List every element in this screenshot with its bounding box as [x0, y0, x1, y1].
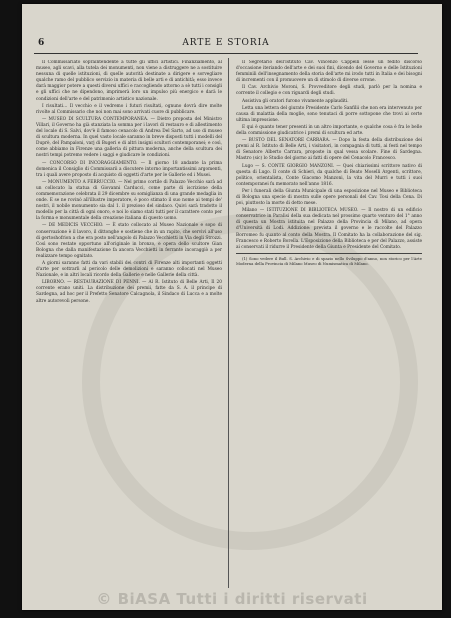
header-rule	[34, 53, 418, 54]
paragraph: — CONCORSO DI INCORAGGIAMENTO. — Il giorno 18 andante la prima domenica il Consiglio di Commissarii a discutere intorno importantissimi argomenti, tra i quali avere proposto di acquisto di oggetti d'arte per le Gallerie ed i Musei.	[36, 160, 222, 178]
paragraph: — DE MEDICIS VECCHIO. — È stato collocato al Museo Nazionale e sopo di conservazione è il lavoro, il dittonghe e sostiene che in un rapito, che servivi all'uso di gertoshofrion a che era posto nell'angolo di Palazzo Vecchietti in Via degli Strozzi. Così sono restate opportuno all'originale in bronzo, e opera dello scultore Gian Bologna che dalla manifestazione fa ancora Vecchietti in ferrante incoraggiò a per realizzare tempo ognitato.	[36, 223, 222, 259]
paragraph: Per i funerali della Giunta Municipale di una esposizione nel Museo e Biblioteca di Bologna una specie di mostra sulle opere personali del Cav. Tosi della Cena. Di poi, piuttosto la morte di detto mese.	[236, 188, 422, 207]
paragraph: A giorni saranno fatti da vari stabili dei contri di Firenze alti importanti oggetti d'arte per sottrarli al pericolo delle demolizioni e saranno collocati nel Museo Nazionale, e in altri locali ricordo della Gallerie e nelle Gallerie della città.	[36, 261, 222, 279]
paragraph: Milano — ISTITUZIONE DI BIBLIOTECA MUSEO. — Il nostro di un edificio conservatrice in Paralisi della sua dedicata nel prossimo quarto venturo del 1° anno di questa un Mostra istituita nel Palazzo della Provincia di Milano, ad opera d'Università di Lodi. Addizione: prevista il governo e le raccolte del Palazzo Borromeo fu quanto al conto della Mostra. Il Comitato ha la collaborazione del sig. Francesco e Roberto Borella. L'Esposizione della Biblioteca e per del Palazzo, assiste ai conservati il ridurre il Presidente della Giunta e Presidente del Comitato.	[236, 208, 422, 250]
page-number: 6	[38, 38, 45, 48]
paragraph: Letta una lettera del giurato Presidente Carlo Sanfilii che non era intervenuto per causa di malattia della moglie, sono tenutaci di porre sottopone che trovi ai certe ultima impressione.	[236, 105, 422, 123]
page-header	[34, 36, 418, 50]
paragraph: E qui è quanto tener presenti in un altro importante, e qualche cosa è fra le belle della commissione giudicatrice i premi di scultura ed arte.	[236, 124, 422, 137]
column-divider	[228, 58, 229, 588]
left-column	[36, 60, 222, 590]
watermark-bottom: © BiASA Tutti i diritti riservati	[96, 590, 368, 608]
paragraph: — MONUMENTO A FERRUCCIO. — Nel primo cortile di Palazzo Vecchio sarà ad un collocato la statua di Giovanni Carducci, come parte di iscrizione della commemorazione celebrata il 29 dicembre su somiglianza di una grande medaglia in onde. E se ne rovinò all'illustre imperatore, è poco stimato il suo nome ai tempi de' nostri, il nobile monumento sia dal 1. il prezioso del sindaco. Quivi sarà tradotto il modello per la città di ogni onoro, e noi lo siamo stati tutti per il carattere conto per la forma e monumentale della creazione italiana di questo uomo.	[36, 179, 222, 222]
running-title: ARTE E STORIA	[182, 38, 270, 48]
paragraph: — MUSEO DI SCULTURA CONTEMPORANEA. — Dietro proposta del Ministro Villari, il Governo ha già stanziata la somma per i lavori di restauro e di allestimento del locale di S. Salvi, dov'è il famoso cenacolo di Andrea Del Sarto, ad uso di museo di scultura moderna. In quel vasto locale saranno in breve disposti tutti i modelli del Duprè, del Pampaloni, varj di Bugeri e di altri insigni scultori contemporanei; e così, come abbiamo in Firenze una galleria di pittura moderna, anche della scultura dei nostri tempi potremo vedere i saggi e giudicare le condizioni.	[36, 116, 222, 159]
paragraph: Il Cav. Archivio Moroni, S. Provveditore degli studi, parlò per la nomina e corrente il collegio e con riguardi degli studi.	[236, 85, 422, 97]
right-column	[236, 60, 422, 590]
paragraph: I risultati... Il vecchio e il vedremo i futuri risultati, ognuno dovrà dire molte rivolte al Commissario che noi non mai sono arrivati cuore di pubblicare.	[36, 103, 222, 115]
paragraph: LIBORNO. — RESTAURAZIONE DI PENNI. — Al R. Istituto di Belle Arti, Il 20 corrente erano uniti. La distribuzione dei premii, fatte da S. A. il principe di Sardegna, ad hoc per il Prefetto Senatore Calcagnola, il Sindaco di Lucca e a molte altre autorevoli persone.	[36, 280, 222, 304]
paragraph: — BUSTO DEL SENATORE CARRARA. — Dopo la festa della distribuzione dei premi al R. Istituto di Belle Arti, i visitatori, in compagnia di tutti, ai festi nel tempo di Senatore Alberto Carrara, proposte in qual vessa scolare. Fine di Sardegna. Mastro (sic) lo Studio del giorno ai fatti di opere del Cenacolo Francesco.	[236, 138, 422, 162]
paragraph: Il Commissariato sopraintendente a tutte gli uffici artistici. Finanziamento, al museo, agli scavi, alla tutela dei monumenti, non viene a distruggere ne a sostituire nessuna di quelle istituzioni, di quelle autorità destinate a dirigere e sorvegliare qualche ramo del pubblico servizio in materia di belle arti e di antichità; esso invece darà maggior potere a questi diversi uffici e raccogliendo attorno a sè tutti i consigli e gli uffici che ne dipendono, imprimerà loro un impulso più energico e darà le condizioni dell'arte e del patrimonio artistico nazionale.	[36, 60, 222, 102]
paragraph: Assistiva gli oratori furono vivamente applauditi.	[242, 98, 349, 104]
paragraph: Il Segretario dell'Istituto Cav. Vincenzo Cappelli lesse un fedito discorso d'occasione iteriando dell'arte e dei suoi fini, dicendo del Governo e delle Istituzioni femminili dell'insegnamento della storia dell'arte mi irodo tutti in Italia e dei bisogni di incrementi con il promuovere un di stimolo di diverse orrone.	[236, 60, 422, 84]
footnote: (1) Sono vedere il Bull. S. Archivio e di spazio nello Sviluppo d'anno, non storico per l'Arte Moderna della Provincia di Milano Museo di Numismatica di Milano.	[236, 253, 422, 266]
paragraph: Lugo — S. CONTE GIORGIO MANZONI. — Quei chiarissimi scrittore nativo di questa di Lugo. Il conte di Schieri, da qualche di Beato Moselli Argenti, scrittore, politico, orientalista, Conte Giacomo Manzoni, la vita del Murri e tutti i suoi contemporanei fu memorato nell'anno 1816.	[236, 163, 422, 187]
